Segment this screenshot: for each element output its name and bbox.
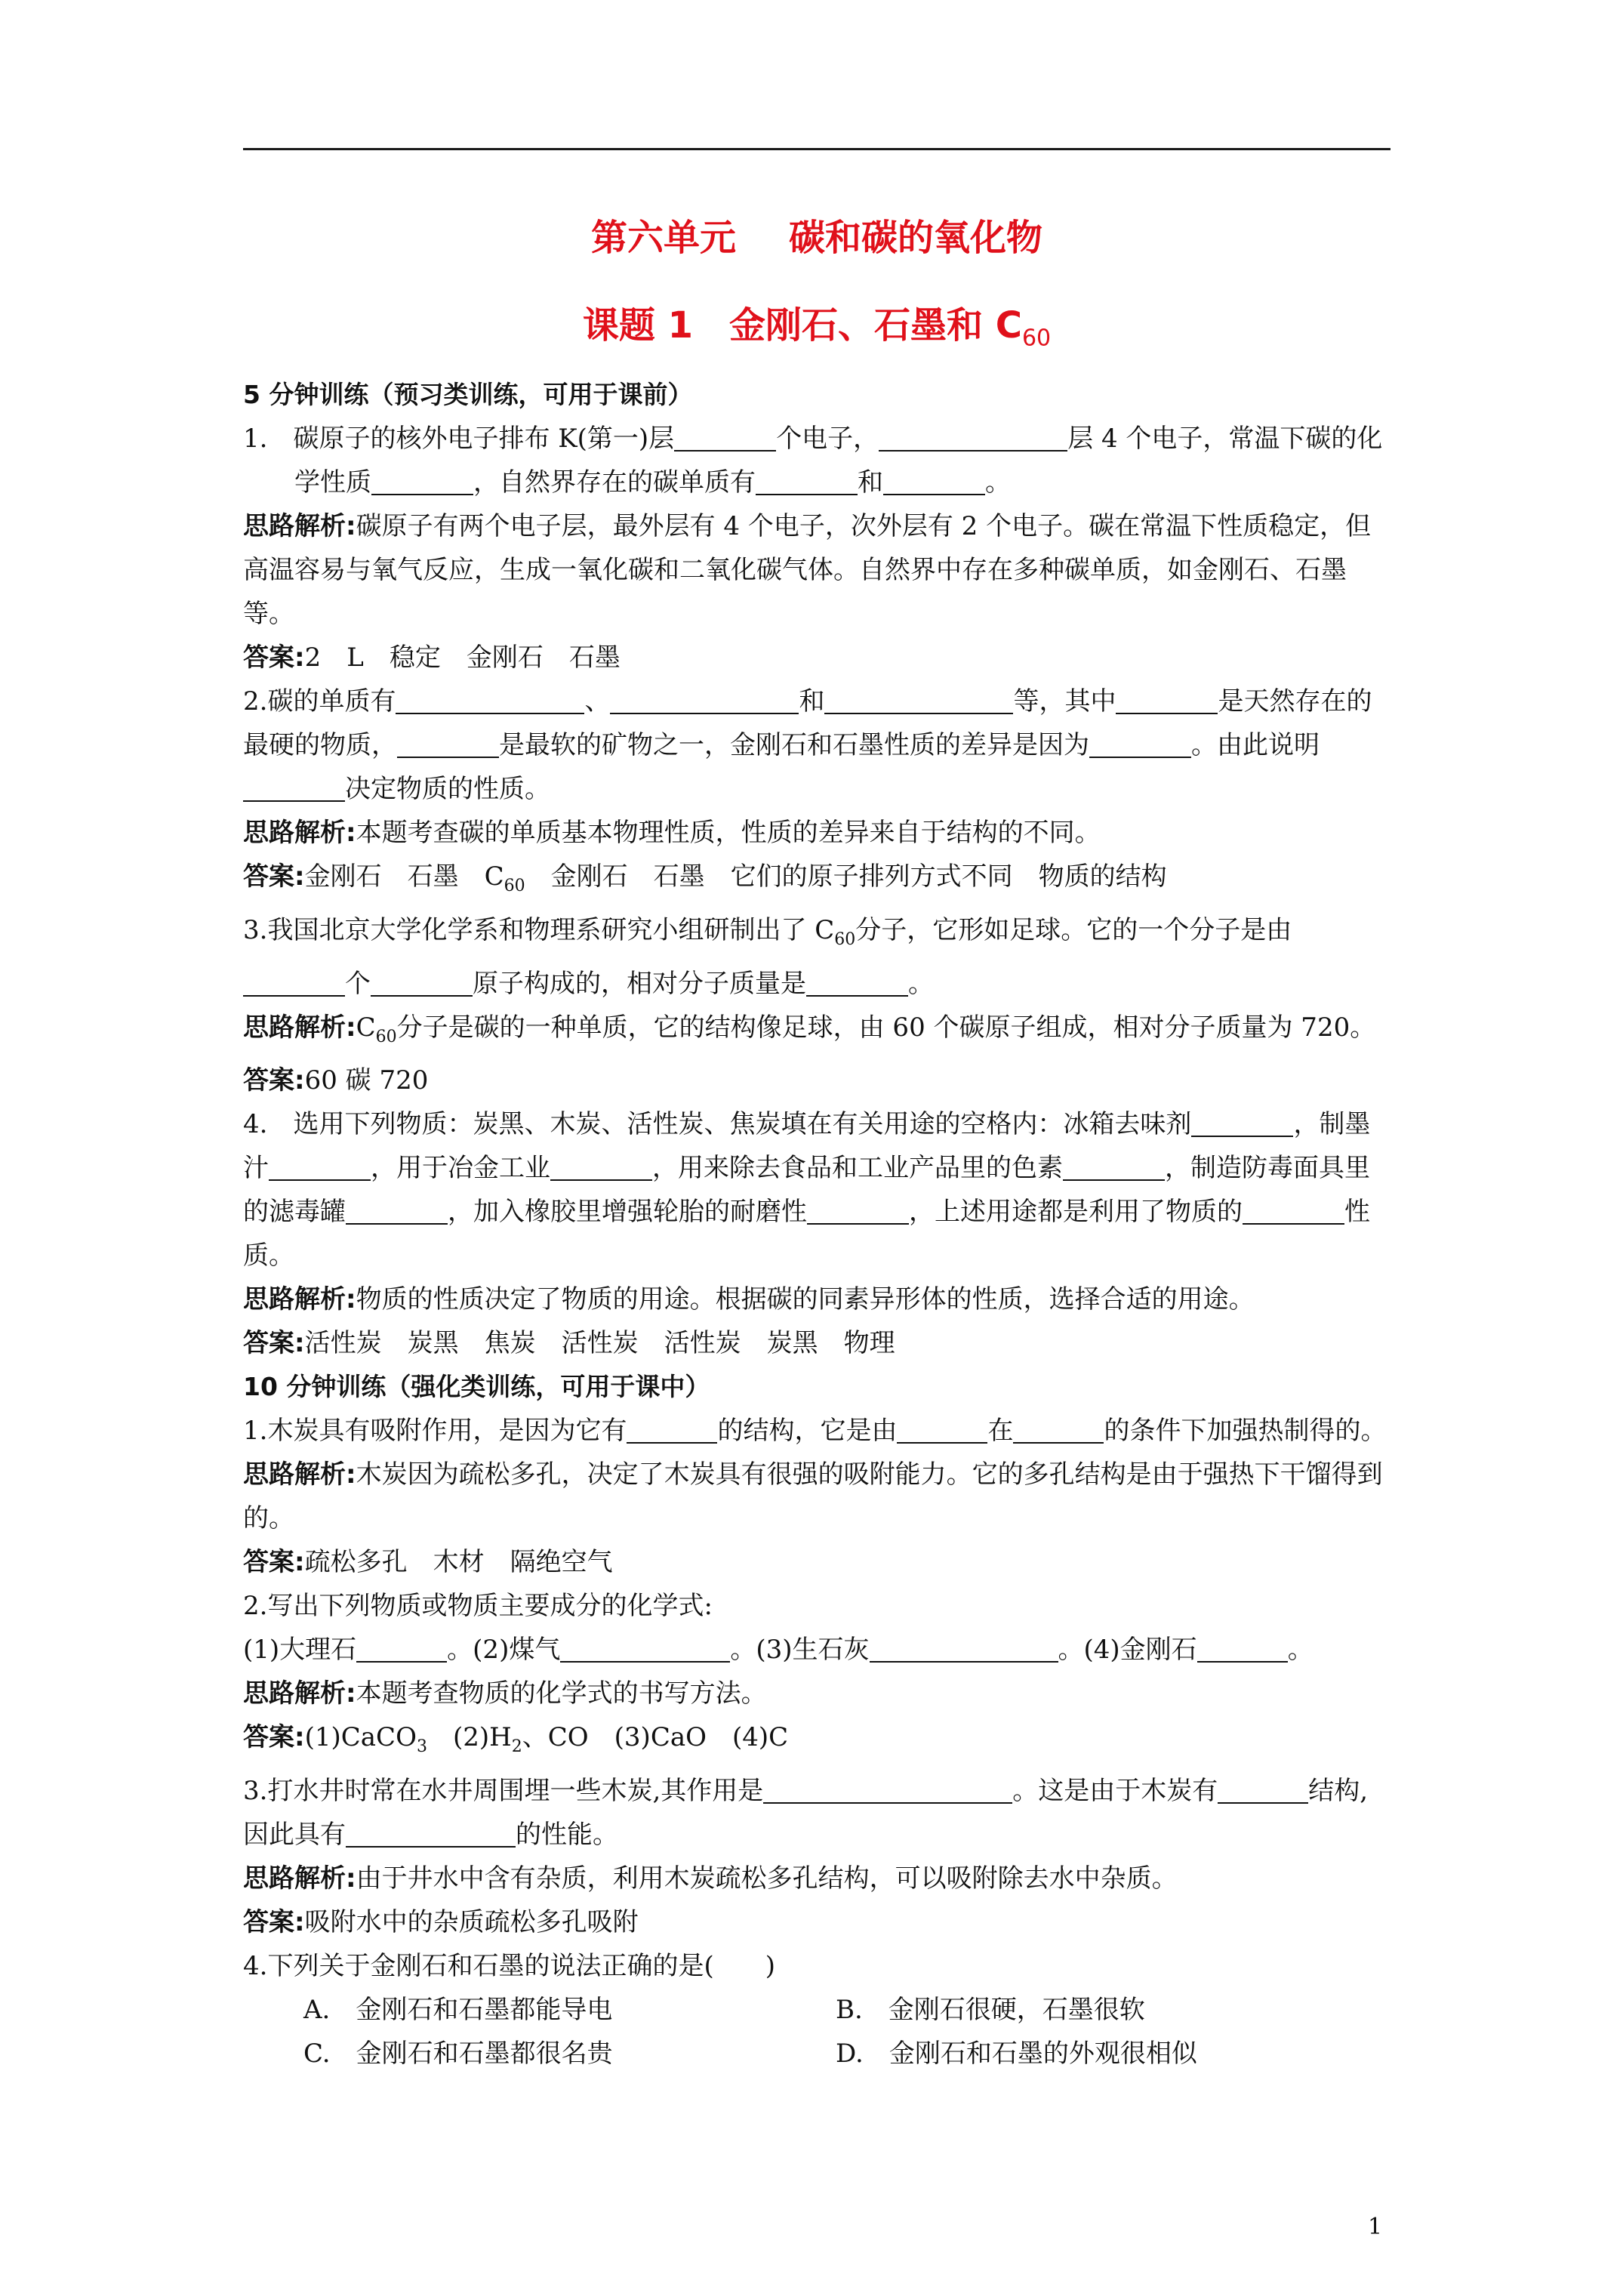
practice-3: 3.打水井时常在水井周围埋一些木炭,其作用是 。这是由于木炭有 结构,因此具有 的性能。 — [243, 1776, 1369, 1851]
blank — [627, 1418, 717, 1444]
blank — [371, 470, 473, 495]
blank — [807, 1199, 909, 1225]
analysis-4: 思路解析:物质的性质决定了物质的用途。根据碳的同素异形体的性质，选择合适的用途。 — [243, 1284, 1255, 1315]
lesson-title: 课题 1 金刚石、石墨和 $C_{60}$ — [582, 304, 1052, 352]
document-body — [243, 373, 1390, 2076]
practice-4: 4.下列关于金刚石和石墨的说法正确的是( ) — [243, 1951, 775, 1982]
blank — [1063, 1155, 1165, 1181]
choice-row-ab — [243, 1988, 1390, 2032]
question-2: 2.碳的单质有 、 和 等，其中 是天然存在的最硬的物质， 是最软的矿物之一，金刚石和石墨性质的差异是因为 。由此说明决定物质的性质。 — [243, 686, 1372, 804]
blank — [806, 971, 908, 997]
blank — [396, 689, 584, 714]
blank — [346, 1822, 516, 1848]
blank — [397, 732, 499, 758]
practice-1: 1.木炭具有吸附作用，是因为它有 的结构，它是由 在 的条件下加强热制得的。 — [243, 1416, 1387, 1447]
answer-3: 答案:60 碳 720 — [243, 1065, 429, 1096]
section-heading-5min: 5 分钟训练（预习类训练，可用于课前） — [243, 380, 693, 409]
header-rule — [243, 148, 1390, 150]
blank — [269, 1155, 371, 1181]
blank — [346, 1199, 448, 1225]
practice-analysis-3: 思路解析:由于井水中含有杂质，利用木炭疏松多孔结构，可以吸附除去水中杂质。 — [243, 1863, 1178, 1894]
choice-b: B. 金刚石很硬，石墨很软 — [836, 1995, 1145, 2026]
practice-analysis-1: 思路解析:木炭因为疏松多孔，决定了木炭具有很强的吸附能力。它的多孔结构是由于强热下干馏得到的。 — [243, 1459, 1383, 1534]
blank — [1089, 732, 1191, 758]
practice-answer-1: 答案:疏松多孔 木材 隔绝空气 — [243, 1547, 613, 1578]
blank — [1218, 1778, 1308, 1804]
practice-2: 2.写出下列物质或物质主要成分的化学式: — [243, 1591, 713, 1622]
blank — [1191, 1111, 1293, 1137]
analysis-2: 思路解析:本题考查碳的单质基本物理性质，性质的差异来自于结构的不同。 — [243, 818, 1101, 848]
choice-row-cd — [243, 2032, 1390, 2076]
blank — [560, 1637, 730, 1663]
page-number: 1 — [1368, 2214, 1383, 2240]
practice-analysis-2: 思路解析:本题考查物质的化学式的书写方法。 — [243, 1678, 767, 1709]
blank — [897, 1418, 987, 1444]
blank — [870, 1637, 1058, 1663]
choice-c: C. 金刚石和石墨都很名贵 — [303, 2039, 613, 2069]
blank — [243, 776, 345, 802]
practice-answer-3: 答案:吸附水中的杂质疏松多孔吸附 — [243, 1907, 639, 1938]
blank — [356, 1637, 447, 1663]
section-heading-10min: 10 分钟训练（强化类训练，可用于课中） — [243, 1372, 710, 1402]
blank — [550, 1155, 652, 1181]
practice-2-items: (1)大理石 。(2)煤气 。(3)生石灰 。(4)金刚石 。 — [243, 1635, 1313, 1666]
unit-title: 第六单元 碳和碳的氧化物 — [590, 217, 1043, 259]
blank — [1243, 1199, 1344, 1225]
practice-answer-2: 答案:(1)CaCO$_3$ $(2)H_2$、CO (3)CaO (4)C — [243, 1722, 789, 1757]
choice-a: A. 金刚石和石墨都能导电 — [303, 1995, 613, 2026]
blank — [610, 689, 799, 714]
blank — [1116, 689, 1218, 714]
blank — [1013, 1418, 1104, 1444]
blank — [879, 426, 1067, 451]
blank — [756, 470, 858, 495]
blank — [883, 470, 985, 495]
blank — [243, 971, 345, 997]
blank — [824, 689, 1013, 714]
analysis-3: 思路解析$:C_{60}$分子是碳的一种单质，它的结构像足球，由 60 个碳原子组成，相对分子质量为 720。 — [243, 1012, 1376, 1046]
question-4: 4. 选用下列物质：炭黑、木炭、活性炭、焦炭填在有关用途的空格内：冰箱去味剂 ，制墨汁 ，用于冶金工业 ，用来除去食品和工业产品里的色素 ，制造防毒面具里的滤毒罐 ，加入橡胶里增强轮胎的耐磨性 ，上述用途都是利用了物质的 性质。 — [243, 1109, 1371, 1271]
answer-4: 答案:活性炭 炭黑 焦炭 活性炭 活性炭 炭黑 物理 — [243, 1328, 895, 1359]
answer-1: 答案:2 L 稳定 金刚石 石墨 — [243, 643, 621, 673]
choice-d: D. 金刚石和石墨的外观很相似 — [836, 2039, 1197, 2069]
blank — [674, 426, 776, 451]
answer-2: 答案:金刚石 石墨 $C_{60}$ 金刚石 石墨 它们的原子排列方式不同 物质的结构 — [243, 861, 1167, 895]
blank — [763, 1778, 1012, 1804]
question-1: 1. 碳原子的核外电子排布 K(第一)层 个电子， 层 4 个电子，常温下碳的化学性质 ，自然界存在的碳单质有 和 。 — [243, 424, 1383, 498]
analysis-1: 思路解析:碳原子有两个电子层，最外层有 4 个电子，次外层有 2 个电子。碳在常温下性质稳定，但高温容易与氧气反应，生成一氧化碳和二氧化碳气体。自然界中存在多种碳单质，如金刚石、石墨等。 — [243, 511, 1372, 629]
blank — [371, 971, 473, 997]
question-3: 3.我国北京大学化学系和物理系研究小组研制出了 $C_{60}$分子，它形如足球。它的一个分子是由个 原子构成的，相对分子质量是 。 — [243, 914, 1292, 999]
blank — [1197, 1637, 1288, 1663]
